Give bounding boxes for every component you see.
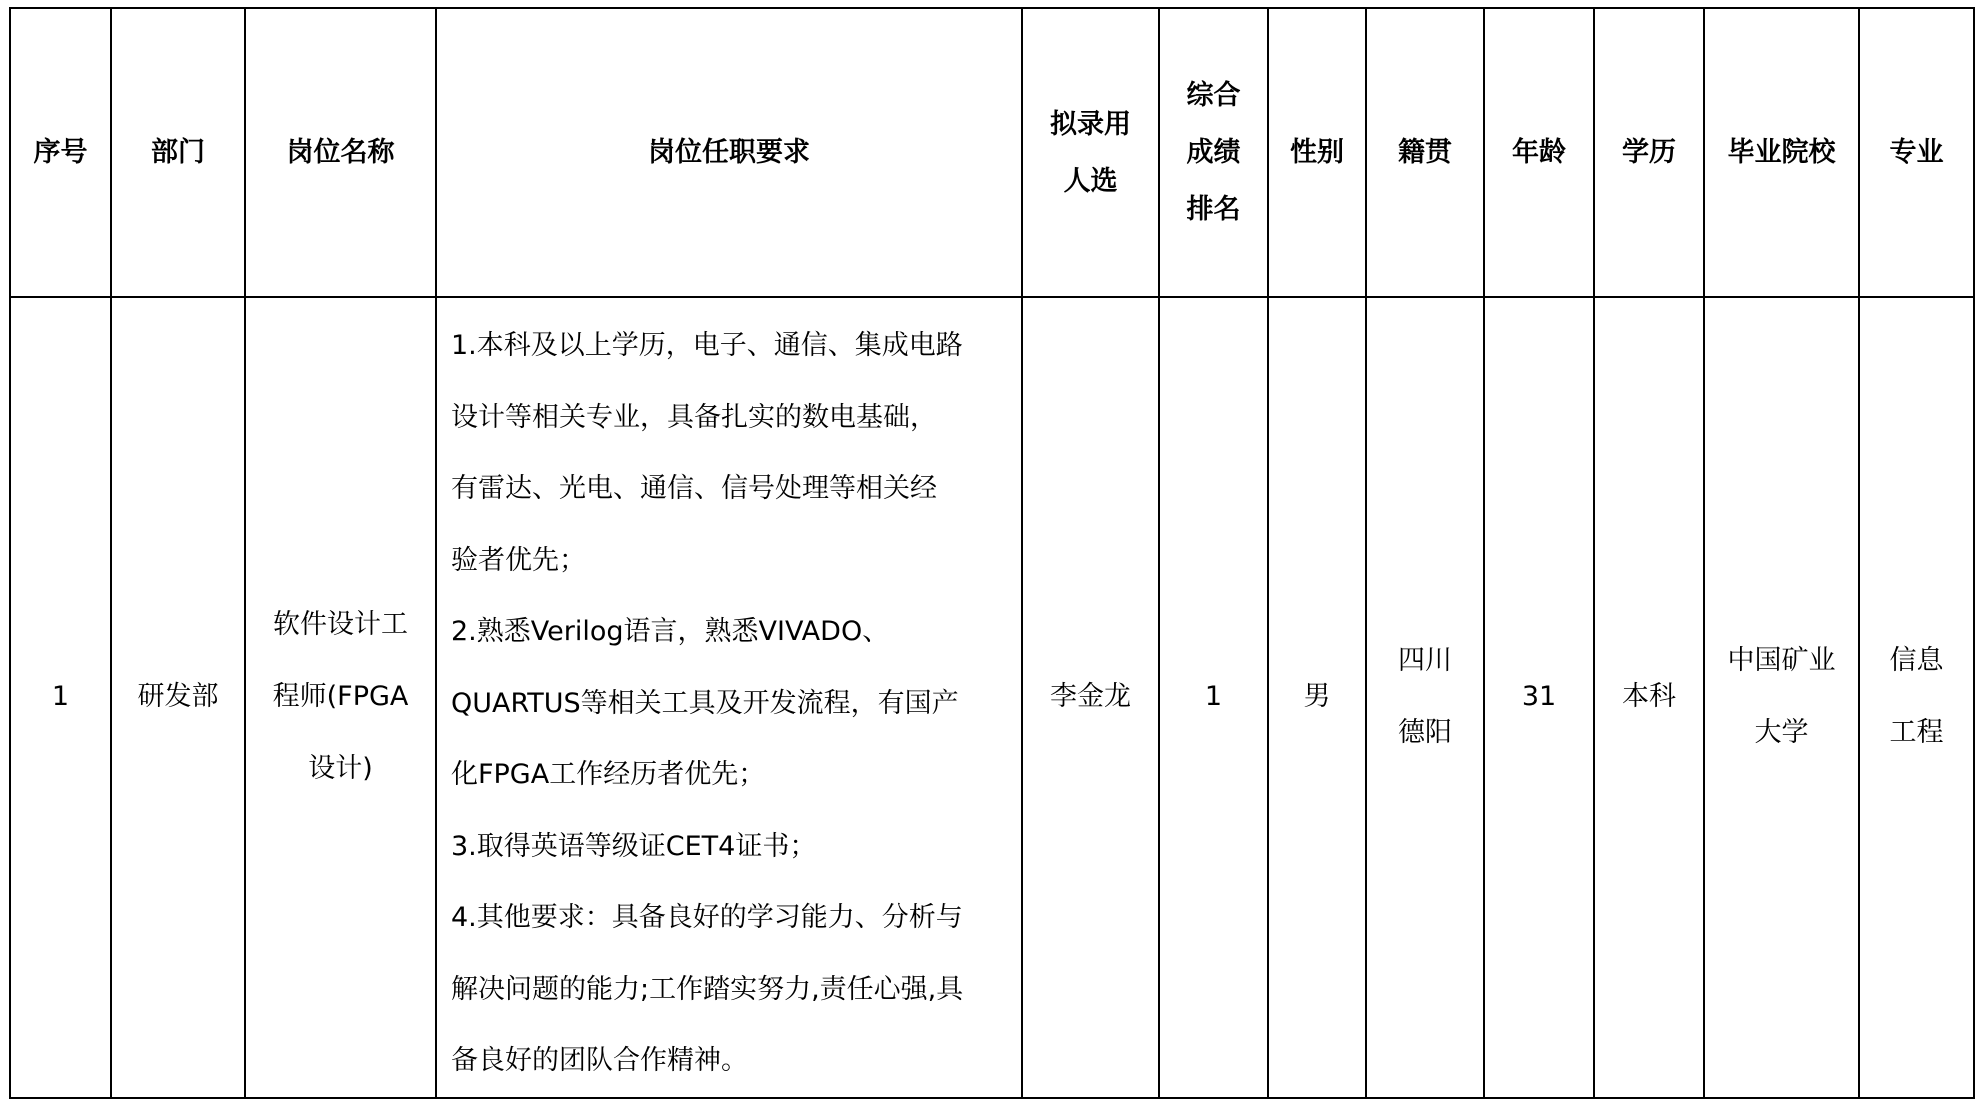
requirement-line: 设计等相关专业，具备扎实的数电基础， (451, 401, 937, 433)
cell-education: 本科 (1594, 297, 1704, 1098)
header-position: 岗位名称 (245, 8, 436, 297)
header-major: 专业 (1859, 8, 1974, 297)
cell-school-line: 大学 (1754, 717, 1809, 749)
cell-native-place (1366, 297, 1484, 1098)
requirement-line: 1.本科及以上学历，电子、通信、集成电路 (451, 330, 963, 361)
cell-position (245, 297, 436, 1098)
requirement-line: 备良好的团队合作精神。 (451, 1045, 748, 1076)
cell-position-line: 程师(FPGA (272, 681, 409, 713)
requirement-line: 3.取得英语等级证CET4证书； (451, 830, 817, 862)
cell-rank: 1 (1159, 297, 1268, 1098)
header-rank-line: 综合 (1186, 80, 1241, 111)
requirement-line: 4.其他要求：具备良好的学习能力、分析与 (451, 902, 963, 933)
cell-seq: 1 (10, 297, 111, 1098)
recruitment-table (9, 7, 1975, 1099)
header-rank (1159, 8, 1268, 297)
requirement-line: 验者优先； (451, 544, 586, 576)
cell-major (1859, 297, 1974, 1098)
cell-major-line: 信息 (1889, 645, 1944, 677)
header-age: 年龄 (1484, 8, 1594, 297)
header-rank-line: 成绩 (1186, 137, 1241, 168)
cell-native-place-line: 德阳 (1398, 717, 1452, 749)
header-candidate-line: 人选 (1063, 165, 1118, 197)
table-row (10, 297, 1974, 1098)
cell-position-line: 设计) (308, 753, 373, 785)
requirement-line: 2.熟悉Verilog语言，熟悉VIVADO、 (451, 616, 890, 647)
header-candidate-line: 拟录用 (1050, 108, 1131, 140)
cell-candidate: 李金龙 (1022, 297, 1159, 1098)
cell-dept: 研发部 (111, 297, 245, 1098)
cell-major-line: 工程 (1889, 717, 1944, 749)
cell-native-place-line: 四川 (1398, 645, 1452, 677)
cell-gender: 男 (1268, 297, 1366, 1098)
header-education: 学历 (1594, 8, 1704, 297)
cell-school (1704, 297, 1859, 1098)
header-requirements: 岗位任职要求 (436, 8, 1022, 297)
header-dept: 部门 (111, 8, 245, 297)
cell-school-line: 中国矿业 (1727, 645, 1836, 677)
header-seq: 序号 (10, 8, 111, 297)
header-candidate (1022, 8, 1159, 297)
header-school: 毕业院校 (1704, 8, 1859, 297)
header-rank-line: 排名 (1186, 194, 1241, 225)
cell-age: 31 (1484, 297, 1594, 1098)
requirement-line: 有雷达、光电、通信、信号处理等相关经 (451, 473, 937, 504)
header-native-place: 籍贯 (1366, 8, 1484, 297)
header-row (10, 8, 1974, 297)
header-gender: 性别 (1268, 8, 1366, 297)
requirement-line: 化FPGA工作经历者优先； (451, 759, 766, 790)
requirement-line: 解决问题的能力;工作踏实努力,责任心强,具 (451, 973, 964, 1005)
requirement-line: QUARTUS等相关工具及开发流程，有国产 (451, 687, 959, 719)
cell-position-line: 软件设计工 (273, 609, 408, 641)
cell-requirements (436, 297, 1022, 1098)
